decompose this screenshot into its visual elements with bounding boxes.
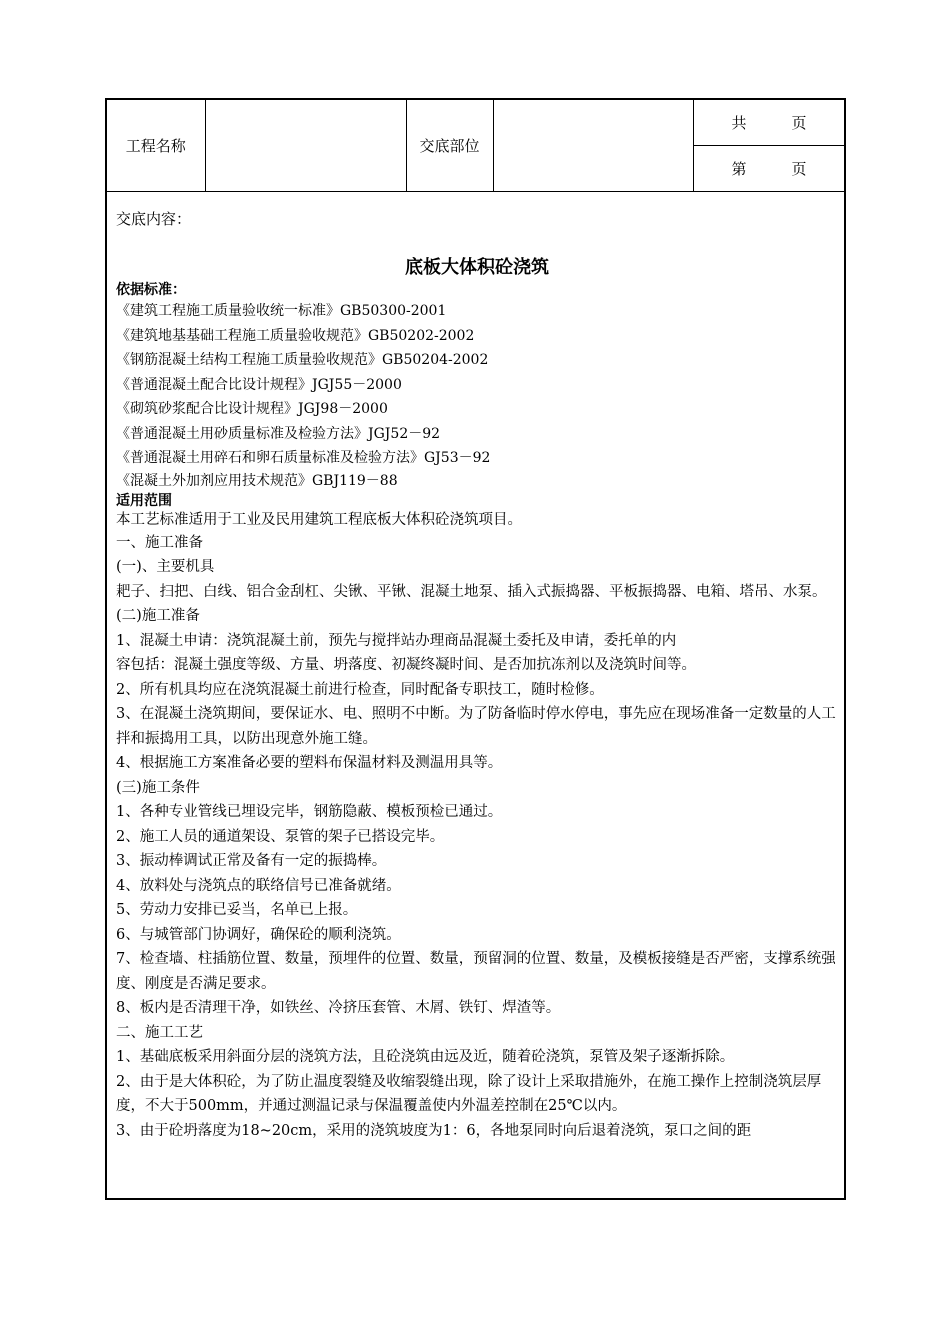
standard-item: 《建筑地基基础工程施工质量验收规范》GB50202-2002 <box>116 327 475 344</box>
section-heading: 一、施工准备 <box>116 534 203 551</box>
paragraph: 3、振动棒调试正常及备有一定的振捣棒。 <box>116 853 387 869</box>
paragraph: 1、混凝土申请：浇筑混凝土前，预先与搅拌站办理商品混凝土委托及申请，委托单的内 <box>116 632 677 649</box>
paragraph: 6、与城管部门协调好，确保砼的顺利浇筑。 <box>116 926 401 943</box>
subsection-heading: (一)、主要机具 <box>116 559 215 575</box>
disclosure-content <box>116 193 838 1143</box>
paragraph: 4、放料处与浇筑点的联络信号已准备就绪。 <box>116 877 401 894</box>
header-table <box>107 100 844 192</box>
document-title: 底板大体积砼浇筑 <box>405 257 549 278</box>
paragraph: 8、板内是否清理干净，如铁丝、冷挤压套管、木屑、铁钉、焊渣等。 <box>116 1000 561 1016</box>
scope-heading: 适用范围 <box>116 492 172 509</box>
standard-item: 《普通混凝土用砂质量标准及检验方法》JGJ52－92 <box>116 425 441 442</box>
subsection-heading: (二)施工准备 <box>116 608 200 624</box>
subsection-heading: (三)施工条件 <box>116 779 200 796</box>
disclosure-part-label: 交底部位 <box>406 100 493 192</box>
paragraph: 1、各种专业管线已埋设完毕，钢筋隐蔽、模板预检已通过。 <box>116 804 503 820</box>
standards-list <box>116 299 838 492</box>
standard-item: 《普通混凝土配合比设计规程》JGJ55－2000 <box>116 376 402 393</box>
paragraph: 2、由于是大体积砼，为了防止温度裂缝及收缩裂缝出现，除了设计上采取措施外，在施工操作上控制浇筑层厚度，不大于500mm，并通过测温记录与保温覆盖使内外温差控制在25℃以内。 <box>116 1073 822 1114</box>
basis-heading: 依据标准： <box>116 282 186 298</box>
disclosure-sheet <box>105 98 846 1200</box>
paragraph: 容包括：混凝土强度等级、方量、坍落度、初凝终凝时间、是否加抗冻剂以及浇筑时间等。 <box>116 657 696 673</box>
paragraph: 1、基础底板采用斜面分层的浇筑方法，且砼浇筑由远及近，随着砼浇筑，泵管及架子逐渐拆除。 <box>116 1049 735 1065</box>
total-pages: 共 页 <box>693 100 844 146</box>
standard-item: 《混凝土外加剂应用技术规范》GBJ119－88 <box>116 472 398 489</box>
paragraph: 3、由于砼坍落度为18~20cm，采用的浇筑坡度为1：6，各地泵同时向后退着浇筑，泵口之间的距 <box>116 1122 752 1139</box>
paragraph: 5、劳动力安排已妥当，名单已上报。 <box>116 902 358 918</box>
paragraph: 2、所有机具均应在浇筑混凝土前进行检查，同时配备专职技工，随时检修。 <box>116 681 604 698</box>
paragraph: 3、在混凝土浇筑期间，要保证水、电、照明不中断。为了防备临时停水停电，事先应在现场准备一定数量的人工拌和振捣用工具，以防出现意外施工缝。 <box>116 706 836 747</box>
paragraph: 2、施工人员的通道架设、泵管的架子已搭设完毕。 <box>116 828 445 845</box>
project-name-label: 工程名称 <box>107 100 205 192</box>
standard-item: 《砌筑砂浆配合比设计规程》JGJ98－2000 <box>116 401 388 417</box>
paragraph: 7、检查墙、柱插筋位置、数量，预埋件的位置、数量，预留洞的位置、数量，及模板接缝是否严密，支撑系统强度、刚度是否满足要求。 <box>116 951 836 992</box>
body-paragraphs <box>116 531 838 1144</box>
scope-text: 本工艺标准适用于工业及民用建筑工程底板大体积砼浇筑项目。 <box>116 511 522 528</box>
standard-item: 《建筑工程施工质量验收统一标准》GB50300-2001 <box>116 303 447 319</box>
project-name-value <box>205 100 406 192</box>
standard-item: 《钢筋混凝土结构工程施工质量验收规范》GB50204-2002 <box>116 352 489 368</box>
section-heading: 二、施工工艺 <box>116 1024 203 1041</box>
standard-item: 《普通混凝土用碎石和卵石质量标准及检验方法》GJ53－92 <box>116 450 491 466</box>
page-number: 第 页 <box>693 146 844 192</box>
content-label: 交底内容： <box>116 210 192 228</box>
paragraph: 耙子、扫把、白线、铝合金刮杠、尖锹、平锹、混凝土地泵、插入式振捣器、平板振捣器、电箱、塔吊、水泵。 <box>116 583 827 600</box>
paragraph: 4、根据施工方案准备必要的塑料布保温材料及测温用具等。 <box>116 755 503 771</box>
disclosure-part-value <box>493 100 693 192</box>
